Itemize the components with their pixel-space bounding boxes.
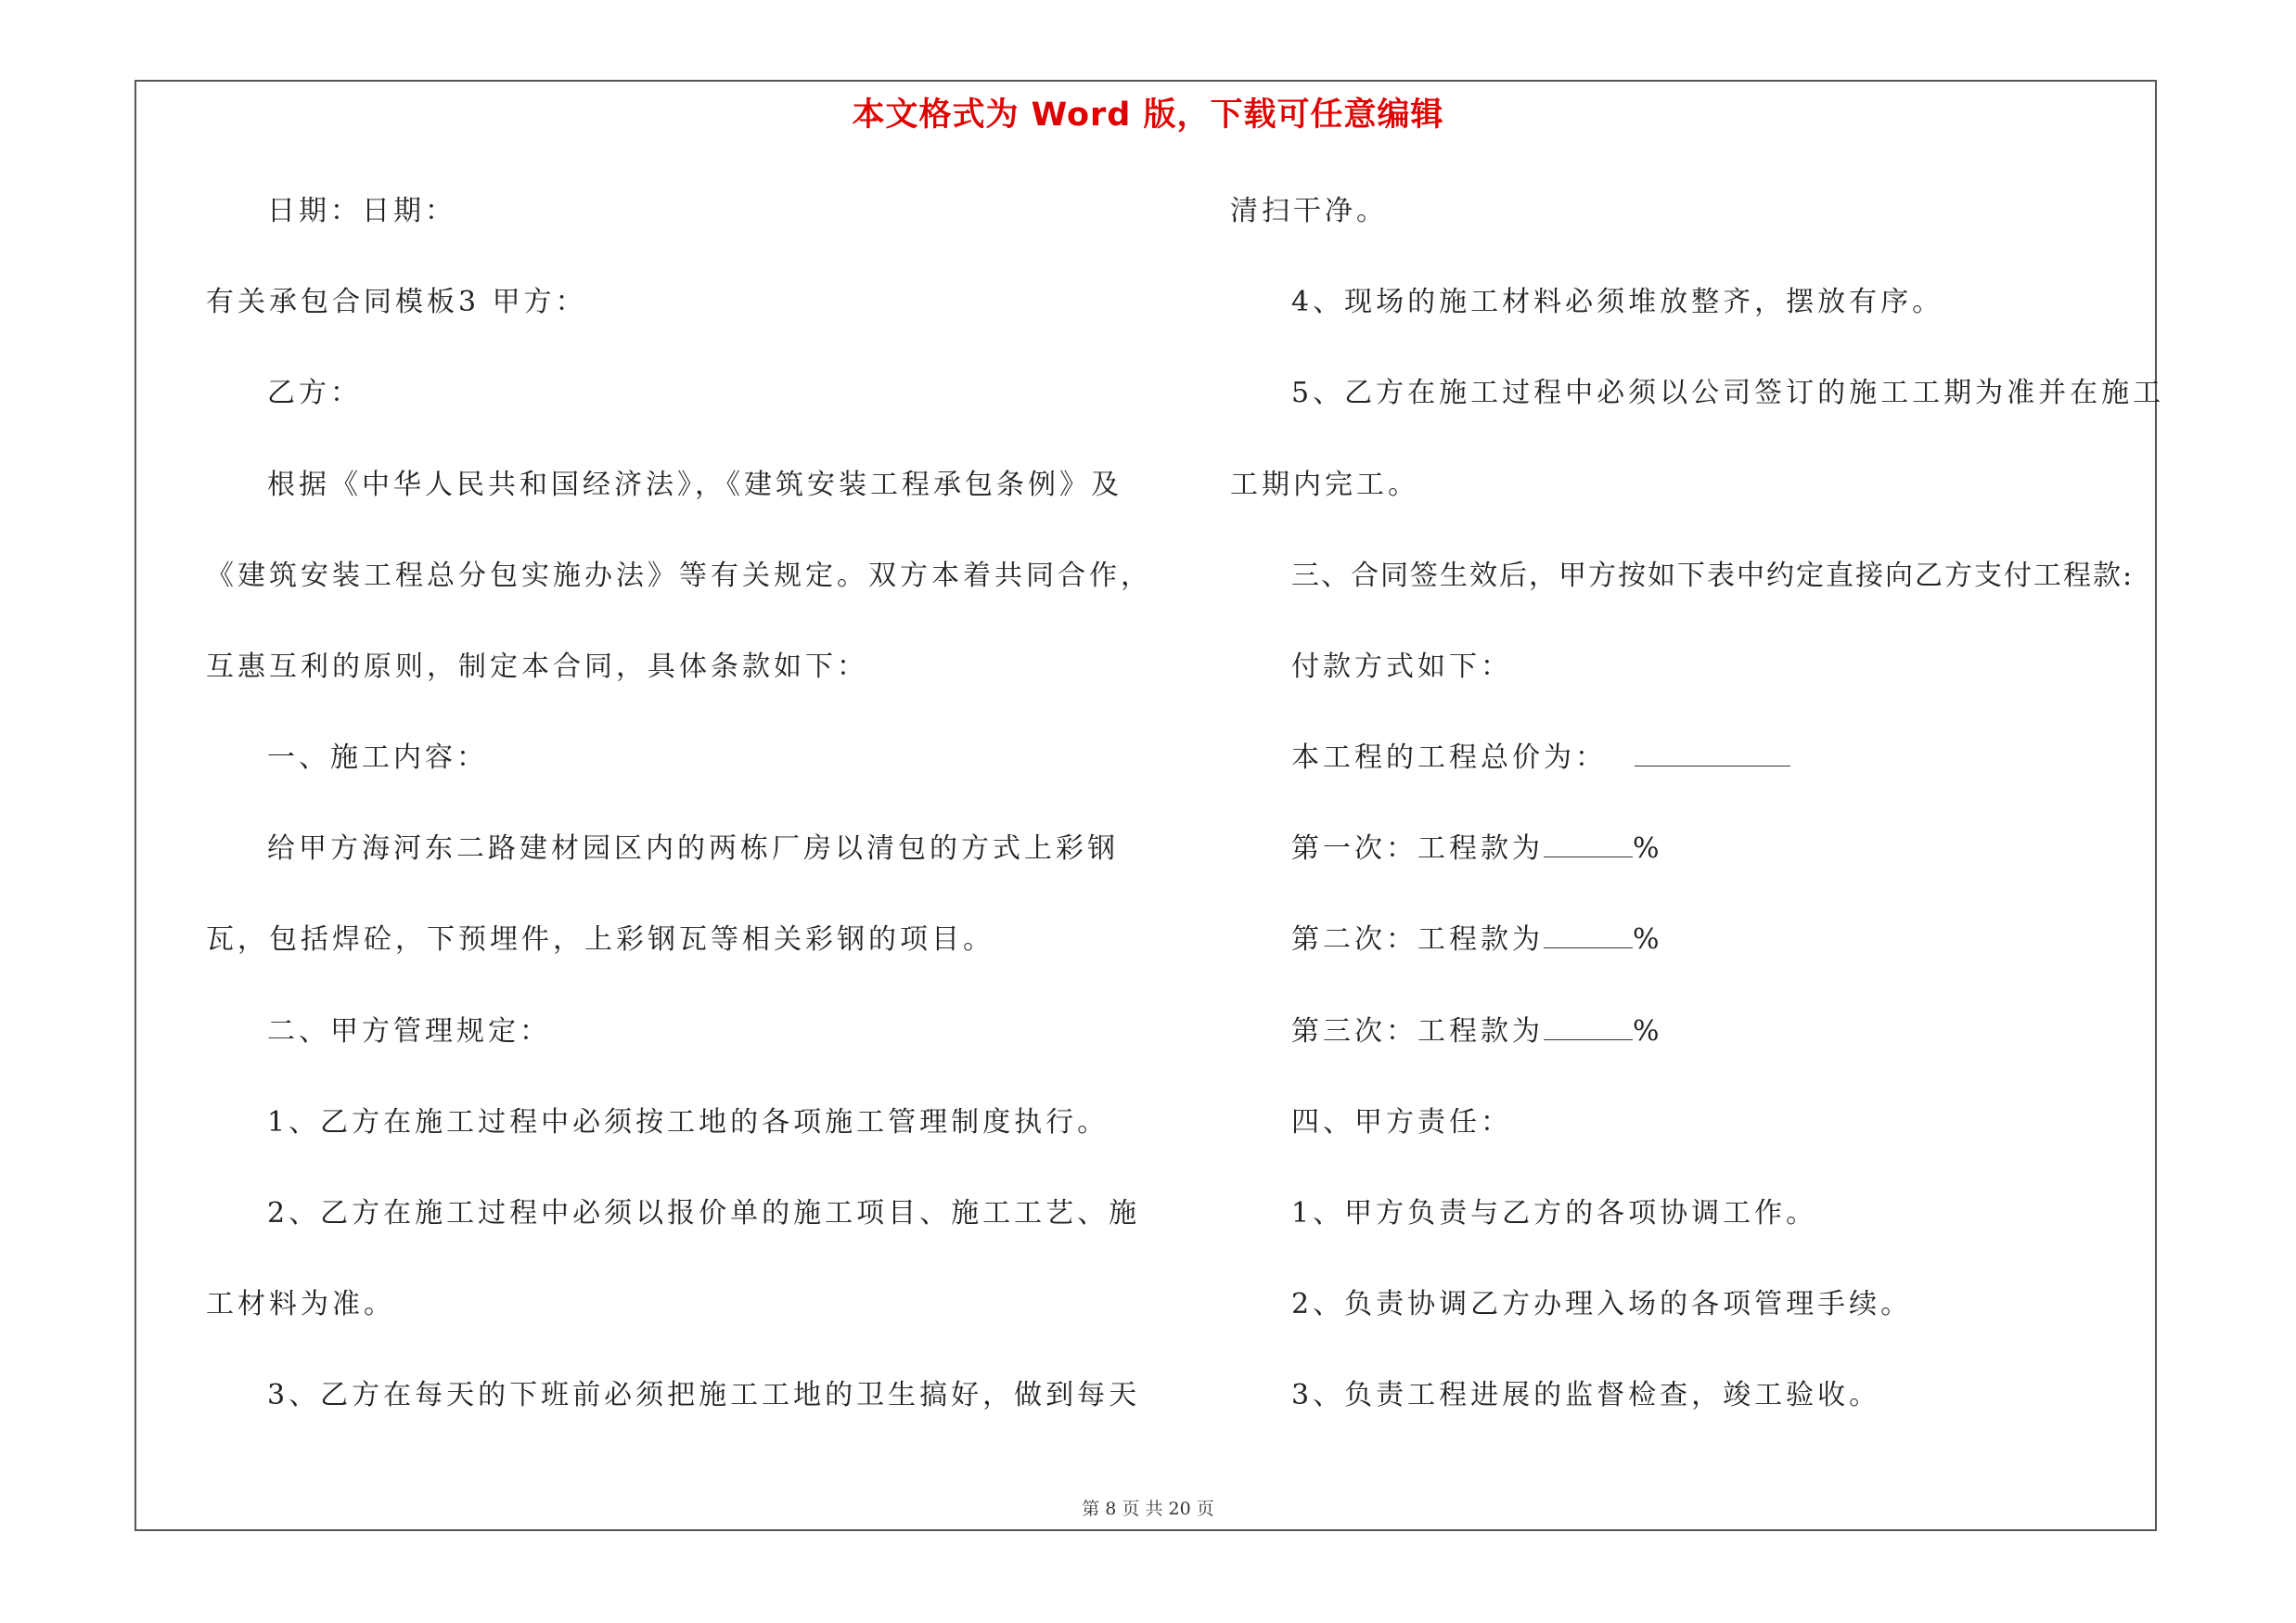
paragraph-line: 瓦，包括焊砼，下预埋件，上彩钢瓦等相关彩钢的项目。: [206, 923, 994, 956]
paragraph-line: 付款方式如下：: [1291, 650, 1512, 683]
paragraph-line: 3、乙方在每天的下班前必须把施工工地的卫生搞好，做到每天: [267, 1379, 1141, 1411]
paragraph-line: 互惠互利的原则，制定本合同，具体条款如下：: [206, 650, 868, 683]
payment-label: 第三次：工程款为: [1291, 1015, 1544, 1048]
paragraph-line: 给甲方海河东二路建材园区内的两栋厂房以清包的方式上彩钢: [267, 832, 1119, 865]
paragraph-line: 2、乙方在施工过程中必须以报价单的施工项目、施工工艺、施: [267, 1197, 1141, 1230]
paragraph-line: 《建筑安装工程总分包实施办法》等有关规定。双方本着共同合作，: [206, 560, 1152, 592]
paragraph-line: 根据《中华人民共和国经济法》，《建筑安装工程承包条例》及: [267, 469, 1122, 501]
section-heading: 一、施工内容：: [267, 741, 488, 774]
page-number-footer: 第 8 页 共 20 页: [1082, 1499, 1214, 1519]
section-heading: 四、甲方责任：: [1291, 1106, 1512, 1139]
payment-blank: [1544, 921, 1633, 948]
percent-sign: %: [1633, 923, 1663, 956]
date-line: 日期：日期：: [267, 195, 456, 227]
payment-line: [1291, 921, 1663, 959]
payment-line: [1291, 831, 1663, 868]
party-b-line: 乙方：: [267, 377, 362, 409]
payment-label: 第一次：工程款为: [1291, 832, 1544, 865]
payment-blank: [1544, 831, 1633, 857]
paragraph-line: 4、现场的施工材料必须堆放整齐，摆放有序。: [1291, 286, 1944, 318]
paragraph-line: 2、负责协调乙方办理入场的各项管理手续。: [1291, 1288, 1913, 1320]
paragraph-line: 工材料为准。: [206, 1288, 395, 1320]
section-heading: 二、甲方管理规定：: [267, 1015, 551, 1048]
total-price-label: 本工程的工程总价为：: [1291, 741, 1607, 774]
payment-label: 第二次：工程款为: [1291, 923, 1544, 956]
paragraph-line: 清扫干净。: [1230, 195, 1388, 227]
percent-sign: %: [1633, 1015, 1663, 1048]
paragraph-line: 5、乙方在施工过程中必须以公司签订的施工工期为准并在施工: [1291, 377, 2165, 409]
paragraph-line: 工期内完工。: [1230, 469, 1419, 501]
payment-blank: [1544, 1013, 1633, 1040]
payment-line: [1291, 1013, 1663, 1050]
paragraph-line: 1、甲方负责与乙方的各项协调工作。: [1291, 1197, 1818, 1230]
format-banner: 本文格式为 Word 版，下载可任意编辑: [852, 97, 1444, 134]
section-heading: 三、合同签生效后，甲方按如下表中约定直接向乙方支付工程款:: [1291, 560, 2135, 592]
paragraph-line: 3、负责工程进展的监督检查，竣工验收。: [1291, 1379, 1881, 1411]
paragraph-line: 1、乙方在施工过程中必须按工地的各项施工管理制度执行。: [267, 1106, 1110, 1139]
total-price-blank: [1635, 740, 1790, 766]
total-price-line: [1291, 740, 1790, 777]
percent-sign: %: [1633, 832, 1663, 865]
contract-title-party-a: 有关承包合同模板3 甲方：: [206, 286, 587, 318]
